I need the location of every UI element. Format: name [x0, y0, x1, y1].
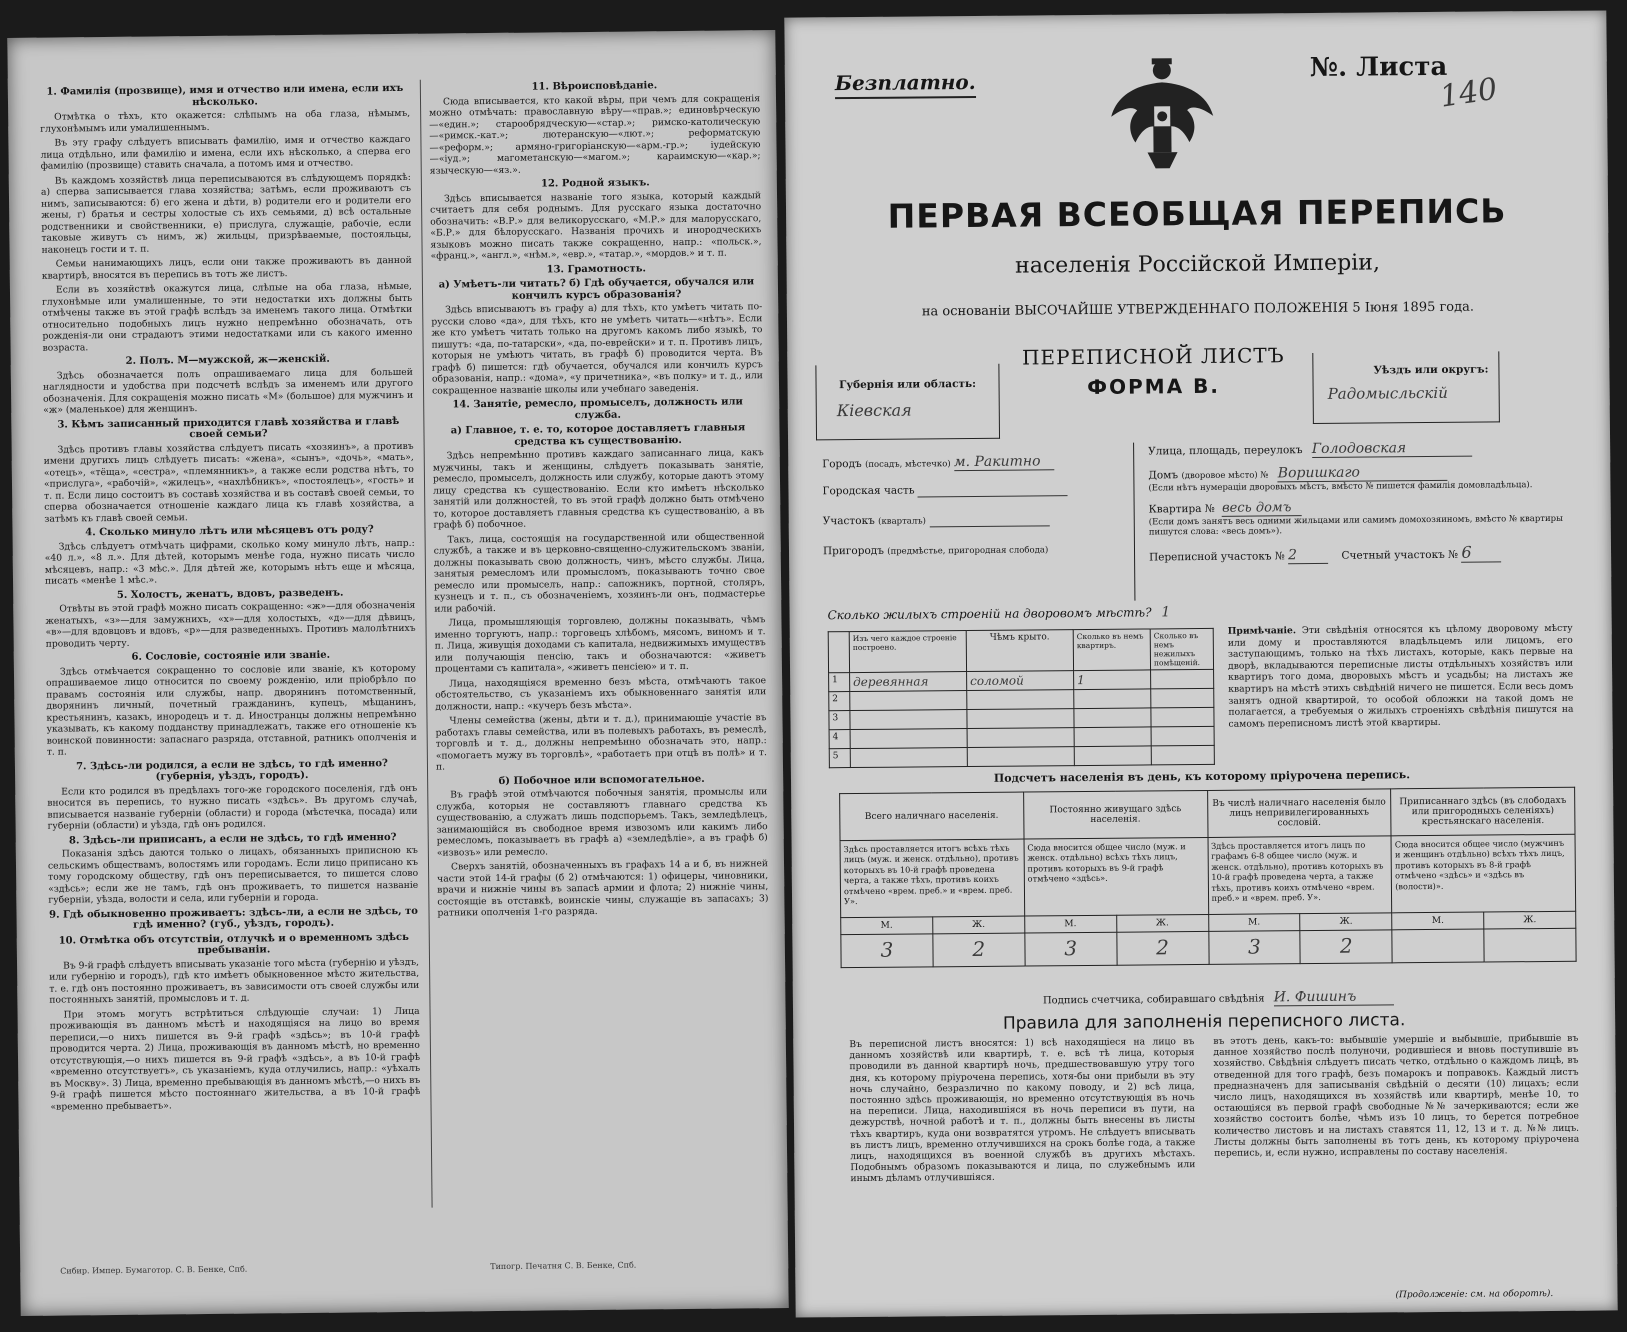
population-count-title: Подсчетъ населенія въ день, къ которому пріурочена перепись.	[993, 768, 1411, 785]
buildings-cell-nonres	[1151, 745, 1214, 765]
buildings-cell-n: 3	[829, 711, 850, 730]
note-text: Эти свѣдѣнія относятся къ цѣлому дворовому мѣсту или дому и проставляются владѣльцемъ или лицомъ, его заступающимъ, только на тѣхъ листахъ, которые, какъ первые на дворѣ, вкладываются переписные листы отдѣльныхъ хозяйствъ или квартиръ того дома, дворовыхъ мѣстъ и усадьбы; на листахъ же квартиръ на мѣстѣ этихъ свѣдѣній ничего не пишется. Если весь домъ занятъ одной квартирой, то особой обложки на такой домъ не полагается, а требуемыя о жилыхъ строеніяхъ свѣдѣнія пишутся на самомъ переписномъ листѣ этой квартиры.	[1227, 622, 1574, 730]
street-field	[1148, 439, 1573, 467]
instruction-paragraph: Члены семейства (жены, дѣти и т. д.), принимающіе участіе въ работахъ главы семейства, или въ полевыхъ работахъ, въ ремеслѣ, торговлѣ и т. д., должны непремѣнно обозначать это, напр.: «помогаетъ мужу въ торговлѣ», «работаетъ при отцѣ въ полѣ» и т. п.	[435, 712, 767, 773]
instruction-heading: 2. Полъ. М—мужской, ж—женскій.	[125, 353, 330, 367]
rules-continuation: (Продолженіе: см. на оборотѣ).	[1395, 1288, 1554, 1301]
district-label: Участокъ	[822, 514, 875, 528]
instruction-heading: 5. Холостъ, женатъ, вдовъ, разведенъ.	[116, 587, 344, 601]
buildings-col-roof: Чѣмъ крыто.	[966, 630, 1073, 672]
gubernia-box	[815, 364, 1000, 441]
buildings-cell-material: деревянная	[850, 672, 967, 692]
instruction-paragraph: Въ 9-й графѣ слѣдуетъ вписывать указаніе того мѣста (губернію и уѣздъ, или губернію и городъ), гдѣ кто имѣетъ обыкновенное мѣсто жительства, т. е. гдѣ онъ постоянно проживаетъ, въ зависимости отъ своей службы или постоянныхъ занятій, промысловъ и т. д.	[49, 956, 420, 1006]
buildings-cell-nonres	[1151, 688, 1214, 708]
buildings-cell-flats	[1074, 746, 1151, 766]
suburb-note: (предмѣстье, пригородная слобода)	[887, 545, 1049, 557]
city-value: м. Ракитно	[954, 453, 1054, 471]
buildings-cell-roof	[967, 747, 1074, 767]
male-header: М.	[1208, 914, 1300, 932]
buildings-cell-flats: 1	[1074, 670, 1151, 690]
rules-title: Правила для заполненія переписного листа.	[1002, 1010, 1406, 1034]
instruction-heading: 6. Сословіе, состояніе или званіе.	[131, 649, 331, 663]
house-label: Домъ	[1148, 469, 1179, 482]
house-note: (дворовое мѣсто) №	[1181, 470, 1269, 482]
buildings-cell-roof	[967, 690, 1074, 710]
census-area-label: Переписной участокъ №	[1149, 550, 1285, 564]
gubernia-value: Кіевская	[836, 400, 912, 421]
female-count: 2	[1300, 930, 1392, 964]
count-col-header: Приписаннаго здѣсь (въ слободахъ или пригородныхъ селеніяхъ) крестьянскаго населенія.	[1391, 787, 1575, 836]
instruction-heading: 12. Родной языкъ.	[540, 177, 650, 190]
instruction-paragraph: Отвѣты въ этой графѣ можно писать сокращенно: «ж»—для обозначенія женатыхъ, «з»—для замужнихъ, «х»—для холостыхъ, «д»—для дѣвицъ, «в»—для вдовцовъ и вдовъ, «р»—для разведенныхъ. Противъ малолѣтнихъ проводить черту.	[45, 599, 416, 650]
instruction-paragraph: Въ графѣ этой отмѣчаются побочныя занятія, промыслы или служба, которыя не составляютъ главнаго средства къ существованію, а служатъ лишь подспорьемъ. Такъ, земледѣлецъ, занимающійся въ свободное время извозомъ или какимъ либо ремесломъ, показываетъ въ графѣ а) «земледѣліе», а въ графѣ б) «извозъ» или ремесло.	[436, 786, 768, 859]
instruction-paragraph: Отмѣтка о тѣхъ, кто окажется: слѣпымъ на оба глаза, нѣмымъ, глухонѣмымъ или умалишеннымъ.	[40, 107, 411, 135]
instruction-paragraph: Въ каждомъ хозяйствѣ лица переписываются въ слѣдующемъ порядкѣ: а) сперва записывается глава хозяйства; затѣмъ, если проживаютъ съ нимъ, записываются: б) его жена и дѣти, в) родители его и родители его жены, г) братья и сестры холостые съ ихъ семьями, д) всѣ остальные родственники и свойственники, е) прислуга, служащіе, рабочіе, если таковые живутъ съ нимъ, ж) жильцы, призрѣваемые, постояльцы, наконецъ гости и т. п.	[40, 171, 412, 256]
form-name-line-1: ПЕРЕПИСНОЙ ЛИСТЪ	[1021, 343, 1285, 370]
buildings-cell-nonres	[1151, 726, 1214, 746]
district-field	[823, 513, 1113, 546]
form-subtitle: населенія Россійской Имперіи,	[1015, 250, 1381, 279]
instruction-heading: 9. Гдѣ обыкновенно проживаетъ: здѣсь-ли, а если не здѣсь, то гдѣ именно? (губ., уѣздъ, городъ).	[49, 905, 418, 931]
street-value: Голодовская	[1312, 440, 1472, 458]
census-area-value: 2	[1288, 547, 1328, 564]
left-footer-imprint: Сибир. Импер. Бумаготор. С. В. Бенке, Спб.	[60, 1264, 248, 1276]
male-header: М.	[1392, 912, 1484, 930]
instruction-heading: 3. Кѣмъ записанный приходится главѣ хозяйства и главѣ своей семьи?	[57, 415, 400, 441]
instruction-paragraph: Сюда вписывается, кто какой вѣры, при чемъ для сокращенія можно отмѣчать: православную вѣру—«прав.»; единовѣрческую—«един.»; старообрядческую—«стар.»; римско-католическую—«римск.-кат.»; лютеранскую—«лют.»; реформатскую—«реформ.»; армяно-григоріанскую—«арм.-гр.»; іудейскую—«іуд.»; магометанскую—«магом.»; караимскую—«кар.»; языческую—«яз.».	[429, 92, 761, 177]
instruction-paragraph: Здѣсь непремѣнно противъ каждаго записаннаго лица, какъ мужчины, такъ и женщины, слѣдуетъ показывать занятіе, ремесло, промыселъ, должность или службу, которые даютъ этому лицу средства къ существованію. Если кто имѣетъ нѣсколько занятій или должностей, то въ этой графѣ должно быть отмѣчено то, которое доставляетъ главныя средства къ существованію, а въ графѣ б) побочное.	[432, 447, 765, 531]
uezd-box	[1312, 351, 1500, 424]
instruction-paragraph: Здѣсь вписывается названіе того языка, который каждый считаетъ для себя роднымъ. Для русскаго языка достаточно обозначить: «В.Р.» для великорусскаго, «М.Р.» для малорусскаго, «Б.Р.» для бѣлорусскаго. Названія прочихъ и инородческихъ языковъ можно писать также сокращенно, напр.: «польск.», «франц.», «англ.», «нѣм.», «евр.», «татар.», «мордов.» и т. п.	[430, 189, 762, 262]
count-col-header: Постоянно живущаго здѣсь населенія.	[1023, 790, 1207, 839]
rules-text-1: Въ переписной листъ вносятся: 1) всѣ находящіеся на лицо въ данномъ хозяйствѣ или квартирѣ, т. е. всѣ тѣ лица, которыя проводили въ данной квартирѣ ночь, предшествовавшую утру того дня, къ которому пріурочена перепись, хотя-бы они прибыли въ эту ночь случайно, безразлично по какому поводу, и 2) всѣ лица, постоянно здѣсь проживающія, но временно отсутствующія въ ночь на переписи. Лица, находившіяся въ ночь переписи въ пути, на дежурствѣ, ночной работѣ и т. п., должны быть внесены въ листы тѣхъ квартиръ, куда они возвратятся утромъ. Не слѣдуетъ вписывать въ листъ лицъ, временно отлучившихся на срокъ болѣе года, а также лицъ, находящихся въ военной службѣ въ другихъ мѣстахъ. Подобнымъ образомъ показываются и лица, по служебнымъ или инымъ дѣламъ отлучившіяся.	[849, 1036, 1196, 1185]
buildings-label: Сколько жилыхъ строеній на дворовомъ мѣстѣ?	[827, 605, 1152, 623]
instruction-paragraph: Такъ, лица, состоящія на государственной или общественной службѣ, а также и въ церковно-священно-служительскомъ званіи, должны показывать свою должность, чинъ, мѣсто службы. Лица, занятыя ремесломъ или промысломъ, показываютъ точно свое ремесло или промыселъ, напр.: сапожникъ, портной, столяръ, кузнецъ и т. п., съ обозначеніемъ, хозяинъ-ли онъ, подмастерье или рабочій.	[433, 530, 766, 615]
buildings-cell-material	[850, 710, 967, 730]
buildings-value: 1	[1161, 604, 1171, 621]
district-note: (кварталъ)	[878, 516, 927, 527]
buildings-question	[827, 604, 1170, 623]
sheet-number-label: №. Листа	[1309, 51, 1448, 84]
rules-column-1	[849, 1036, 1196, 1301]
uezd-value: Радомысльскій	[1327, 383, 1448, 403]
gubernia-label: Губернія или область:	[839, 377, 977, 392]
population-count-table	[839, 787, 1576, 968]
buildings-col-flats: Сколько въ немъ квартиръ.	[1073, 629, 1150, 671]
instruction-heading: 1. Фамилія (прозвище), имя и отчество или имена, если ихъ нѣсколько.	[46, 82, 404, 108]
house-value: Воришкаго	[1278, 464, 1448, 482]
count-col-header: Въ числѣ наличнаго населенія было лицъ непривилегированныхъ сословій.	[1207, 789, 1391, 838]
flat-note: (Если домъ занятъ весь одними жильцами или самимъ домохозяиномъ, вмѣсто № квартиры пишутся слова: «весь домъ»).	[1148, 513, 1563, 538]
female-count	[1484, 928, 1576, 962]
free-label: Безплатно.	[835, 70, 976, 99]
buildings-cell-roof: соломой	[967, 671, 1074, 691]
signature-value: И. Фишинъ	[1274, 988, 1394, 1006]
instruction-heading: 10. Отмѣтка объ отсутствіи, отлучкѣ и о временномъ здѣсь пребываніи.	[58, 931, 409, 957]
male-count: 3	[1208, 931, 1300, 965]
instruction-paragraph: Въ эту графу слѣдуетъ вписывать фамилію, имя и отчество каждаго лица отдѣльно, или фамилію и имена, если ихъ нѣсколько, а сперва его фамилію (прозвище) ставить сначала, а потомъ имя и отчество.	[40, 133, 411, 172]
buildings-table-header	[828, 628, 1213, 672]
instruction-heading: 14. Занятіе, ремесло, промыселъ, должность или служба.	[452, 396, 743, 421]
address-fields-left	[822, 453, 1113, 576]
buildings-cell-flats	[1074, 708, 1151, 728]
male-header: М.	[1024, 915, 1116, 933]
uezd-label: Уѣздъ или округъ:	[1373, 363, 1489, 377]
count-table-descriptions	[840, 834, 1576, 917]
suburb-label: Пригородъ	[822, 544, 884, 558]
note-title: Примѣчаніе.	[1227, 625, 1297, 637]
city-part-label: Городская часть	[822, 484, 915, 498]
suburb-field	[823, 543, 1113, 576]
instruction-heading: 8. Здѣсь-ли приписанъ, а если не здѣсь, то гдѣ именно?	[68, 831, 397, 846]
census-form-page	[784, 10, 1617, 1317]
buildings-cell-n: 2	[829, 692, 850, 711]
enumerator-signature	[1043, 988, 1394, 1008]
imperial-eagle-emblem	[1107, 54, 1218, 173]
instruction-paragraph: Лица, промышляющія торговлею, должны показывать, чѣмъ именно торгуютъ, напр.: торговецъ хлѣбомъ, мясомъ, виномъ и т. п. Лица, живущія доходами съ капитала, недвижимыхъ имуществъ или получающія пенсію, такъ и обозначаются: «живетъ процентами съ капитала», «живетъ пенсіею» и т. п.	[434, 614, 766, 675]
instruction-paragraph: Здѣсь отмѣчается сокращенно то сословіе или званіе, къ которому опрашиваемое лицо относится по своему рожденію, или пріобрѣло по правамъ состоянія или службы, напр. дворянинъ потомственный, дворянинъ личный, почетный гражданинъ, купецъ, мѣщанинъ, крестьянинъ, казакъ, инородецъ и т. д. Иностранцы должны непремѣнно указывать, къ какому подданству принадлежатъ, также его отношеніе къ воинской повинности: запаснаго разряда, отставной, ратникъ ополченія и т. п.	[46, 662, 417, 758]
instruction-paragraph: Если въ хозяйствѣ окажутся лица, слѣпые на оба глаза, нѣмые, глухонѣмые или умалишенные, то эти недостатки ихъ должны быть отмѣчены также въ этой графѣ вслѣдъ за именемъ такого лица. Отмѣтки относительно подобныхъ лицъ нужно непремѣнно обозначать, отъ рожденія-ли они страдаютъ этими недостатками или съ какого именно возраста.	[42, 280, 413, 354]
count-table-values	[841, 928, 1576, 967]
buildings-cell-roof	[967, 709, 1074, 729]
rules-column-2	[1213, 1033, 1580, 1286]
count-table-header	[840, 787, 1575, 840]
buildings-cell-nonres	[1151, 707, 1214, 727]
buildings-cell-flats	[1074, 727, 1151, 747]
census-area-field	[1149, 542, 1574, 566]
instruction-paragraph: Здѣсь вписываютъ въ графу а) для тѣхъ, кто умѣетъ читать по-русски слово «да», для тѣхъ, кто не умѣетъ читать—«нѣтъ». Если же кто умѣетъ читать только на другомъ какомъ либо языкѣ, то пишутъ: «да, по-татарски», «да, по-еврейски» и т. п. Противъ лицъ, которыя не умѣютъ читать, въ графѣ б) проводится черта. Въ графѣ б) пишется: гдѣ обучается, обучался или кончилъ курсъ образованія, напр.: «дома», «у причетника», «въ полку» и т. д., или сокращенное названіе школы или учебнаго заведенія.	[431, 301, 763, 397]
count-area-value: 6	[1461, 542, 1501, 562]
buildings-cell-roof	[967, 728, 1074, 748]
count-area-label: Счетный участокъ №	[1341, 548, 1459, 562]
count-col-description: Сюда вносится общее число (муж. и женск. отдѣльно) всѣхъ тѣхъ лицъ, противъ которыхъ въ 9-й графѣ отмѣчено «здѣсь».	[1024, 837, 1208, 916]
male-count: 3	[1025, 932, 1117, 966]
buildings-cell-n: 1	[829, 673, 850, 692]
female-header: Ж.	[1116, 914, 1208, 932]
form-title: ПЕРВАЯ ВСЕОБЩАЯ ПЕРЕПИСЬ	[887, 191, 1507, 236]
instruction-paragraph: Показанія здѣсь даются только о лицахъ, обязанныхъ приписною къ сельскимъ обществамъ, волостямъ или городамъ. Если лицо приписано къ тому городскому обществу, гдѣ онъ переписывается, то пишется слово «здѣсь»; если же не тамъ, гдѣ онъ проживаетъ, то пишется названіе губерніи, уѣзда, волости и села, или губерніи и города.	[47, 844, 419, 906]
female-header: Ж.	[1484, 911, 1576, 929]
form-legal-basis: на основаніи ВЫСОЧАЙШЕ УТВЕРЖДЕННАГО ПОЛОЖЕНІЯ 5 Іюня 1895 года.	[921, 299, 1475, 320]
form-name-line-2: ФОРМА В.	[1087, 373, 1221, 399]
instruction-paragraph: Здѣсь обозначается полъ опрашиваемаго лица для большей наглядности и удобства при подсчетѣ вслѣдъ за именемъ или другого обозначенія. Для сокращенія можно писать «М» (большое) для мужчинъ и «ж» (маленькое) для женщинъ.	[42, 366, 414, 416]
count-col-description: Здѣсь проставляется итогъ лицъ по графамъ 6-8 общее число (муж. и женск. отдѣльно), противъ которыхъ въ 10-й графѣ проведена черта, а также тѣхъ, противъ коихъ отмѣчено «врем. преб.» и «врем. преб. У».	[1208, 836, 1392, 915]
buildings-row	[829, 745, 1214, 767]
instruction-paragraph: Лица, находящіяся временно безъ мѣста, отмѣчаютъ такое обстоятельство, съ указаніемъ ихъ обыкновеннаго занятія или должности, напр.: «кучеръ безъ мѣста».	[435, 674, 767, 713]
left-footer-printer: Типогр. Печатня С. В. Бенке, Спб.	[490, 1260, 637, 1272]
female-count: 2	[1116, 931, 1208, 965]
instruction-paragraph: Здѣсь слѣдуетъ отмѣчать цифрами, сколько кому минуло лѣтъ, напр.: «40 л.», «8 л.». Для дѣтей, которымъ менѣе года, нужно писать число мѣсяцевъ, напр.: «3 мѣс.». Для дѣтей же, которымъ нѣтъ еще и мѣсяца, писать «менѣе 1 мѣс.».	[44, 537, 415, 587]
buildings-cell-material	[850, 691, 967, 711]
city-note: (посадъ, мѣстечко)	[865, 459, 951, 470]
male-count: 3	[841, 934, 933, 968]
city-part-field	[822, 483, 1112, 516]
city-field	[822, 453, 1112, 486]
buildings-cell-nonres	[1151, 669, 1214, 689]
house-subnote: (Если нѣтъ нумераціи дворовыхъ мѣстъ, вмѣсто № пишется фамилія домовладѣльца).	[1148, 480, 1533, 494]
rules-text-2: въ этотъ день, какъ-то: выбывшіе умершіе и выбывшіе, прибывшіе въ данное хозяйство послѣ полуночи, родившіеся и вновь поступившіе въ хозяйство. Свѣдѣнія слѣдуетъ писать четко, отдѣльно о каждомъ лицѣ, въ отведенной для того графѣ, безъ помарокъ и поправокъ. Каждый листъ предназначенъ для записыванія свѣдѣній о десяти (10) лицахъ; если число лицъ, находящихся въ хозяйствѣ или квартирѣ, менѣе 10, то остающіяся въ первой графѣ свободные №№ зачеркиваются; если же хозяйство состоитъ болѣе, чѣмъ изъ 10 лицъ, то берется потребное количество листовъ и на листахъ ставятся 11, 12, 13 и т. д. №№ лицъ. Листы должны быть заполнены въ тотъ день, къ которому пріурочена перепись, и, если нужно, исправлены по составу населенія.	[1213, 1032, 1580, 1159]
instruction-heading: 7. Здѣсь-ли родился, а если не здѣсь, то гдѣ именно? (губернія, уѣздъ, городъ).	[76, 757, 388, 783]
sheet-number-value: 140	[1437, 71, 1500, 115]
buildings-cell-material	[850, 748, 967, 768]
instruction-heading: 11. Вѣроисповѣданіе.	[531, 80, 658, 93]
instruction-paragraph: Если кто родился въ предѣлахъ того-же городского поселенія, гдѣ онъ вносится въ перепись, то нужно писать «здѣсь». Въ другомъ случаѣ, вписывается названіе губерніи (области) и города (мѣстечка, посада) или губерніи (области) и уѣзда, гдѣ онъ родился.	[47, 782, 418, 832]
form-name-box	[997, 343, 1309, 400]
male-header: М.	[841, 917, 933, 935]
flat-value: весь домъ	[1222, 500, 1302, 517]
instruction-heading: а) Умѣетъ-ли читать? б) Гдѣ обучается, обучался или кончилъ курсъ образованія?	[438, 276, 755, 302]
left-page	[7, 30, 788, 1316]
count-col-header: Всего наличнаго населенія.	[840, 792, 1024, 841]
buildings-col-nonres: Сколько въ немъ нежилыхъ помѣщеній.	[1150, 628, 1213, 670]
female-count: 2	[933, 933, 1025, 967]
instruction-heading: б) Побочное или вспомогательное.	[498, 773, 705, 787]
instruction-paragraph: При этомъ могутъ встрѣтиться слѣдующіе случаи: 1) Лица проживающія въ данномъ мѣстѣ и находящіяся на лицо во время переписи,—о нихъ пишется въ 9-й графѣ «здѣсь»; въ 10-й графѣ проводится черта. 2) Лица, проживающія въ данномъ мѣстѣ, но временно отсутствующія,—о нихъ пишется въ 9-й графѣ «здѣсь», а въ 10-й графѣ «временно отсутствуетъ», съ указаніемъ, куда отлучились, напр.: «уѣхалъ въ Москву». 3) Лица, временно пребывающія въ данномъ мѣстѣ,—о нихъ въ 9-й графѣ пишется мѣсто постояннаго жительства, а въ 10-й графѣ «временно пребываетъ».	[49, 1005, 421, 1113]
buildings-col-material: Изъ чего каждое строеніе построено.	[849, 631, 966, 673]
count-col-description: Сюда вносится общее число (мужчинъ и женщинъ отдѣльно) всѣхъ тѣхъ лицъ, противъ которыхъ въ 8-й графѣ отмѣчено «здѣсь» и «здѣсь въ (волости)».	[1391, 834, 1575, 913]
instruction-paragraph: Здѣсь противъ главы хозяйства слѣдуетъ писать «хозяинъ», а противъ имени другихъ лицъ слѣдуетъ писать: «жена», «сынъ», «дочь», «мать», «отецъ», «тёща», «сестра», «племянникъ», а также если родства нѣтъ, то «прислуга», «рабочій», «жилецъ», «нахлѣбникъ», «постоялецъ», «гость» и т. п. Если лицо состоитъ въ составѣ хозяйства и въ составѣ своей семьи, то сперва обозначается отношеніе каждаго лица къ главѣ хозяйства, а затѣмъ къ главѣ своей семьи.	[43, 440, 415, 525]
address-fields-right	[1133, 439, 1574, 601]
signature-label: Подпись счетчика, собиравшаго свѣдѣнія	[1042, 993, 1265, 1007]
instructions-column-2	[420, 76, 772, 1207]
city-label: Городъ	[822, 457, 862, 471]
flat-label: Квартира №	[1148, 502, 1215, 516]
buildings-cell-n: 5	[829, 749, 850, 768]
female-header: Ж.	[933, 916, 1025, 934]
instruction-heading: а) Главное, т. е. то, которое доставляетъ главныя средства къ существованію.	[450, 422, 746, 448]
instruction-paragraph: Семьи нанимающихъ лицъ, если они также проживаютъ въ данной квартирѣ, вносятся въ перепись въ тотъ же листъ.	[41, 254, 412, 282]
buildings-cell-n: 4	[829, 730, 850, 749]
instruction-heading: 4. Сколько минуло лѣтъ или мѣсяцевъ отъ роду?	[85, 524, 374, 539]
instruction-paragraph: Сверхъ занятій, обозначенныхъ въ графахъ 14 а и б, въ нижней части этой 14-й графы (б 2) отмѣчаются: 1) офицеры, чиновники, врачи и нижніе чины въ запасѣ армии и флота; 2) нижніе чины, состоящіе въ отставкѣ, воинскіе чины, служащіе въ запасахъ; 3) ратники ополченія 1-го разряда.	[437, 858, 769, 919]
count-col-description: Здѣсь проставляется итогъ всѣхъ тѣхъ лицъ (муж. и женск. отдѣльно), противъ которыхъ въ 10-й графѣ проведена черта, а также тѣхъ, противъ коихъ отмѣчено «врем. преб.» и «врем. преб. У».	[840, 839, 1024, 918]
buildings-table	[828, 628, 1215, 768]
street-label: Улица, площадь, переулокъ	[1148, 444, 1303, 458]
buildings-cell-flats	[1074, 689, 1151, 709]
buildings-note	[1228, 623, 1574, 730]
instruction-heading: 13. Грамотность.	[546, 262, 647, 275]
male-count	[1392, 929, 1484, 963]
buildings-cell-material	[850, 729, 967, 749]
instructions-column-1	[40, 80, 422, 1212]
female-header: Ж.	[1300, 913, 1392, 931]
